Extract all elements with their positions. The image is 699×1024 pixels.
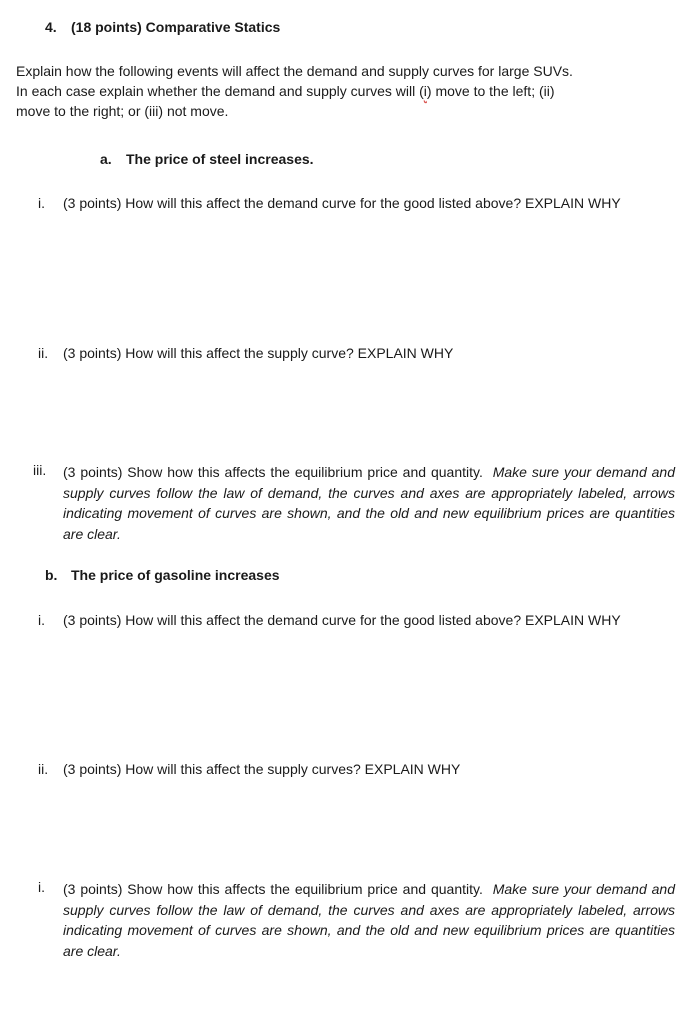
part-a-q2-text: (3 points) How will this affect the supply curve? EXPLAIN WHY	[63, 345, 454, 361]
part-a-q3-paragraph	[63, 462, 675, 544]
part-b-q3-text: (3 points) Show how this affects the equilibrium price and quantity.	[63, 881, 483, 897]
part-b-title: The price of gasoline increases	[71, 567, 280, 583]
part-b-q2-number: ii.	[38, 761, 49, 777]
part-b-q1-number: i.	[38, 612, 45, 628]
part-a-q3-text: (3 points) Show how this affects the equilibrium price and quantity.	[63, 464, 483, 480]
part-a-title: The price of steel increases.	[126, 151, 314, 167]
intro-line-1: Explain how the following events will affect the demand and supply curves for large SUVs.	[16, 63, 573, 79]
part-a-q1-text: (3 points) How will this affect the demand curve for the good listed above? EXPLAIN WHY	[63, 195, 621, 211]
intro-line-2-start: In each case explain whether the demand and supply curves will (	[16, 83, 424, 99]
part-a-q3-instructions: Make sure your demand and supply curves follow the law of demand, the curves and axes are appropriately labeled, arrows indicating movement of curves are shown, and the old and new equilibrium prices are quantities are clear.	[63, 464, 676, 542]
part-a-q2-number: ii.	[38, 345, 49, 361]
part-b-q1-text: (3 points) How will this affect the demand curve for the good listed above? EXPLAIN WHY	[63, 612, 621, 628]
question-number: 4.	[45, 19, 57, 35]
intro-line-3: move to the right; or (iii) not move.	[16, 103, 229, 119]
part-b-q3-paragraph	[63, 879, 675, 961]
part-b-label: b.	[45, 567, 58, 583]
spellcheck-mark: i	[423, 83, 427, 99]
question-title: (18 points) Comparative Statics	[71, 19, 281, 35]
part-a-q1-number: i.	[38, 195, 45, 211]
intro-line-2	[16, 81, 555, 102]
intro-line-2-end: ) move to the left; (ii)	[426, 83, 555, 99]
part-b-q2-text: (3 points) How will this affect the supply curves? EXPLAIN WHY	[63, 761, 461, 777]
part-b-q3-number: i.	[38, 879, 45, 895]
part-a-q3-number: iii.	[33, 462, 47, 478]
part-a-label: a.	[100, 151, 112, 167]
part-b-q3-instructions: Make sure your demand and supply curves follow the law of demand, the curves and axes are appropriately labeled, arrows indicating movement of curves are shown, and the old and new equilibrium prices are quantities are clear.	[63, 881, 676, 959]
